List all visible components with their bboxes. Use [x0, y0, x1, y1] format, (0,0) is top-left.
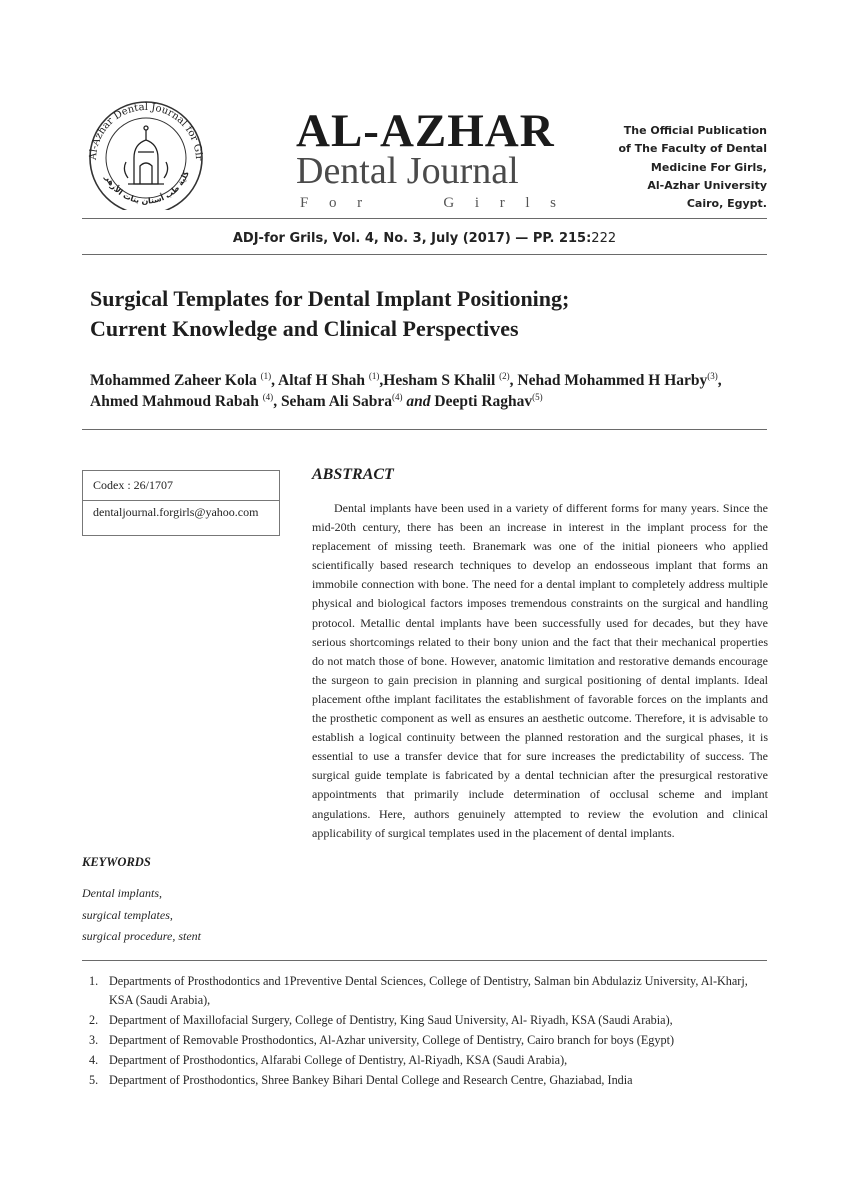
affiliation-item [82, 1011, 772, 1030]
affiliation-number: 3. [89, 1033, 99, 1047]
keyword-item: surgical templates, [82, 907, 173, 922]
affiliation-number: 2. [89, 1013, 99, 1027]
author-affiliation: (1) [368, 371, 380, 381]
author-name: Nehad Mohammed H Harby [517, 372, 708, 389]
author-separator: , [271, 372, 279, 389]
keywords-list [82, 883, 201, 948]
publication-info-line: Cairo, Egypt. [686, 197, 767, 211]
affiliations-rule [82, 960, 767, 961]
girls-letter: F [300, 195, 309, 211]
author-separator: , [273, 393, 281, 410]
affiliation-text: Department of Prosthodontics, Shree Bankey Bihari Dental College and Research Centre, Ghaziabad, India [109, 1073, 633, 1087]
abstract-heading: ABSTRACT [312, 466, 394, 483]
paper-title-line: Surgical Templates for Dental Implant Positioning; [90, 286, 570, 311]
affiliation-text: Departments of Prosthodontics and 1Preventive Dental Sciences, College of Dentistry, Salman bin Abdulaziz University, Al-Kharj, KSA (Saudi Arabia), [109, 974, 748, 1007]
logo-arabic-text: كلية طب أسنان بنات الأزهر [103, 169, 191, 206]
author-affiliation: (4) [392, 392, 403, 402]
publication-info-line: Al-Azhar University [647, 178, 767, 192]
girls-gap [383, 196, 423, 211]
affiliation-item [82, 1031, 772, 1050]
keyword-item: Dental implants, [82, 886, 162, 900]
author-name: Ahmed Mahmoud Rabah [90, 393, 259, 410]
journal-title: AL-AZHAR [296, 105, 555, 157]
affiliation-number: 4. [89, 1053, 99, 1067]
affiliation-item [82, 972, 772, 1010]
citation-text: ADJ-for Grils, Vol. 4, No. 3, July (2017) — PP. 215: [232, 231, 592, 246]
header-rule-top [82, 218, 767, 219]
author-affiliation: (2) [499, 371, 510, 381]
journal-for-girls [300, 196, 556, 211]
affiliation-number: 5. [89, 1073, 99, 1087]
citation-pages-end: 222 [591, 231, 617, 246]
girls-letter: l [525, 195, 530, 211]
codex-box [82, 470, 280, 536]
keywords-heading: KEYWORDS [82, 855, 151, 869]
codex-divider [83, 500, 279, 501]
girls-letter: r [499, 195, 505, 211]
affiliations-list [82, 972, 772, 1091]
affiliation-text: Department of Prosthodontics, Alfarabi College of Dentistry, Al-Riyadh, KSA (Saudi Arabia), [109, 1053, 568, 1067]
author-name: Seham Ali Sabra [280, 393, 393, 410]
publication-info-line: Medicine For Girls, [650, 160, 767, 174]
girls-letter: i [474, 195, 480, 211]
affiliation-number: 1. [89, 974, 99, 988]
journal-subtitle: Dental Journal [296, 150, 519, 192]
paper-title [90, 284, 770, 344]
publication-info-line: The Official Publication [623, 124, 767, 137]
girls-letter: G [443, 195, 455, 211]
author-separator: , [509, 372, 518, 389]
authors-rule [82, 429, 767, 430]
codex-number: Codex : 26/1707 [93, 478, 173, 492]
publication-info-line: of The Faculty of Dental [618, 142, 767, 156]
affiliation-text: Department of Maxillofacial Surgery, College of Dentistry, King Saud University, Al- Riyadh, KSA (Saudi Arabia), [109, 1013, 673, 1027]
author-separator: , [717, 372, 722, 389]
affiliation-item [82, 1071, 772, 1090]
header-rule-bottom [82, 254, 767, 255]
author-name: Hesham S Khalil [383, 372, 496, 389]
journal-seal-icon [82, 100, 210, 210]
author-affiliation: (3) [707, 371, 718, 381]
author-name: Altaf H Shah [278, 372, 366, 389]
author-affiliation: (1) [260, 371, 272, 381]
girls-letter: o [328, 195, 337, 211]
publication-info [618, 122, 767, 213]
keyword-item: surgical procedure, stent [82, 929, 201, 943]
codex-email[interactable]: dentaljournal.forgirls@yahoo.com [93, 505, 259, 519]
journal-logo [82, 100, 210, 210]
author-list [90, 370, 780, 412]
citation-line [82, 231, 767, 246]
author-affiliation: (5) [532, 392, 543, 402]
paper-title-line: Current Knowledge and Clinical Perspectives [90, 316, 519, 341]
girls-letter: r [357, 195, 363, 211]
author-name: Deepti Raghav [434, 393, 533, 410]
author-separator: , [379, 372, 384, 389]
author-name: Mohammed Zaheer Kola [90, 372, 257, 389]
affiliation-item [82, 1051, 772, 1070]
abstract-body: Dental implants have been used in a variety of different forms for many years. Since the mid-20th century, there has been an increase in interest in the implant process for the replacement of missing teeth. Branemark was one of the initial pioneers who applied scientifically based research techniques to develop an endosseous implant that forms an immobile connection with bone. The need for a dental implant to completely address multiple physical and biological factors imposes tremendous constraints on the surgical and handling protocol. Metallic dental implants have been successfully used for decades, but they have serious shortcomings related to their bony union and the fact that their mechanical properties do not match those of bone. However, anatomic limitation and restorative demands encourage the surgeon to gain precision in planning and surgical positioning of dental implants. Ideal placement ofthe implant facilitates the establishment of favorable forces on the implants and the prosthetic component as well as ensures an aesthetic outcome. Therefore, it is advisable to establish a logical continuity between the planned restoration and the surgical phases, it is essential to use a transfer device that for sure increases the predictability of success. The surgical guide template is fabricated by a dental technician after the presurgical restorative appointments that primarily include determination of occlusal scheme and implant angulations. Here, authors genuinely attempted to review the evolution and clinical applicability of surgical templates used in the placement of dental implants. [312, 501, 768, 840]
author-and: and [406, 393, 431, 410]
logo-ring-text: Al-Azhar Dental Journal for Gir [87, 101, 205, 161]
girls-letter: s [550, 195, 556, 211]
author-affiliation: (4) [262, 392, 274, 402]
affiliation-text: Department of Removable Prosthodontics, Al-Azhar university, College of Dentistry, Cairo branch for boys (Egypt) [109, 1033, 675, 1047]
